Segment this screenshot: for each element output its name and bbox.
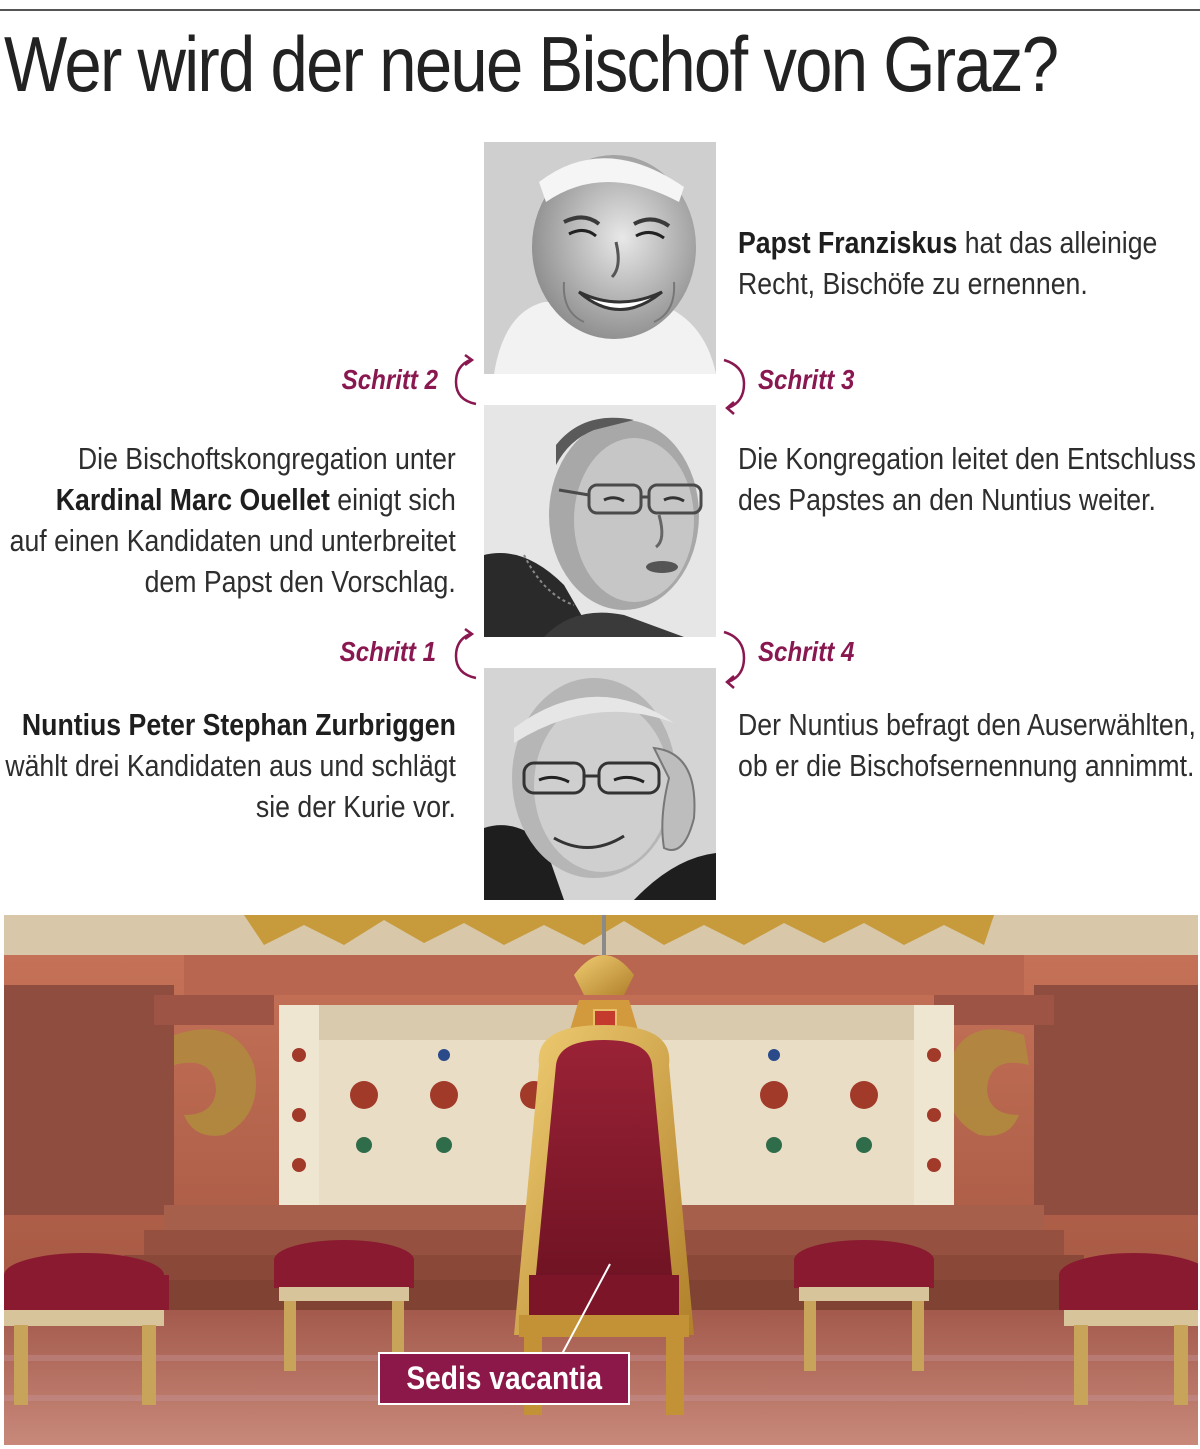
ouellet-portrait — [484, 405, 716, 637]
congregation-text-line-1: Die Kongregation leitet den Entschluss — [738, 441, 1196, 476]
step-4-label: Schritt 4 — [758, 636, 855, 667]
nuncio-portrait — [484, 668, 716, 900]
ouellet-name: Kardinal Marc Ouellet — [55, 482, 331, 517]
headline: Wer wird der neue Bischof von Graz? — [4, 20, 1058, 108]
nuncio-name: Nuntius Peter Stephan Zurbriggen — [21, 707, 456, 742]
congregation-text-line-2: des Papstes an den Nuntius weiter. — [738, 482, 1156, 517]
congregation-text — [738, 438, 1196, 520]
step-1-arrow-icon — [452, 624, 482, 684]
ouellet-text-line-1: Die Bischoftskongregation unter — [78, 441, 456, 476]
step-3-arrow-icon — [718, 352, 748, 416]
pope-text-line-1: hat das alleinige — [957, 225, 1158, 260]
step-2-arrow-icon — [452, 352, 482, 412]
top-rule — [0, 9, 1200, 11]
ouellet-text-line-4: dem Papst den Vorschlag. — [144, 564, 457, 599]
caption-pointer-line — [560, 1262, 620, 1356]
acceptance-text-line-1: Der Nuntius befragt den Auserwählten, — [738, 707, 1196, 742]
pope-text — [738, 222, 1157, 304]
step-1-label: Schritt 1 — [339, 636, 436, 667]
sedis-vacantia-caption — [378, 1352, 630, 1405]
ouellet-text-line-2: einigt sich — [330, 482, 456, 517]
nuncio-text — [5, 704, 456, 827]
ouellet-text — [10, 438, 456, 602]
ouellet-text-line-3: auf einen Kandidaten und unterbreitet — [9, 523, 456, 558]
step-2-label: Schritt 2 — [341, 364, 438, 395]
pope-portrait — [484, 142, 716, 374]
caption-text: Sedis vacantia — [406, 1360, 602, 1396]
acceptance-text-line-2: ob er die Bischofsernennung annimmt. — [738, 748, 1195, 783]
pope-text-line-2: Recht, Bischöfe zu ernennen. — [738, 266, 1088, 301]
step-3-label: Schritt 3 — [758, 364, 855, 395]
nuncio-text-line-3: sie der Kurie vor. — [255, 789, 456, 824]
pope-name: Papst Franziskus — [738, 225, 958, 260]
step-4-arrow-icon — [718, 624, 748, 690]
acceptance-text — [738, 704, 1196, 786]
nuncio-text-line-2: wählt drei Kandidaten aus und schlägt — [5, 748, 456, 783]
